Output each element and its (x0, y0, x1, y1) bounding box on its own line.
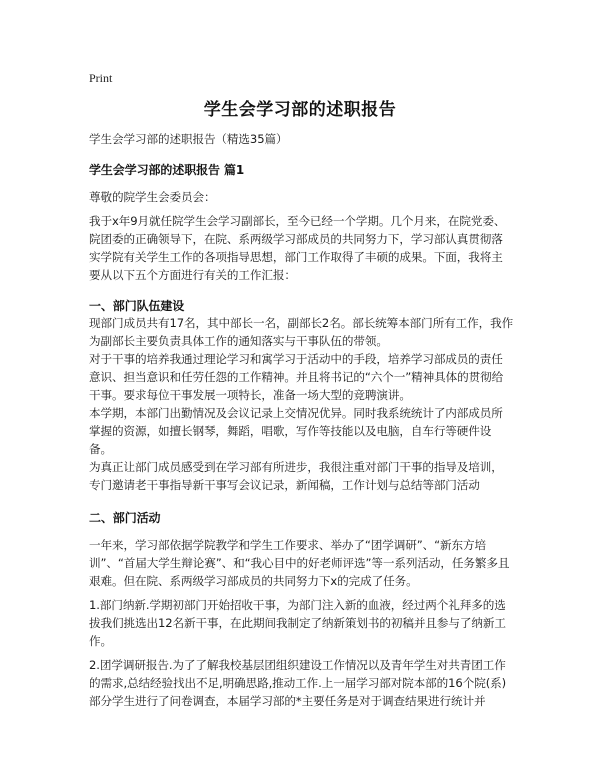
paragraph-guidance: 为真正让部门成员感受到在学习部有所进步，我很注重对部门干事的指导及培训，专门邀请老干事指导新干事写会议记录，新闻稿，工作计划与总结等部门活动 (89, 460, 503, 492)
heading-team-building: 一、部门队伍建设 (89, 299, 185, 313)
greeting: 尊敬的院学生会委员会： (89, 190, 216, 204)
paragraph-staff-training: 对于干事的培养我通过理论学习和寓学习于活动中的手段，培养学习部成员的责任意识、担当意识和任劳任怨的工作精神。并且将书记的“六个一”精神具体的贯彻给干事。要求每位干事发展一项特长，准备一场大型的竞聘演讲。 (89, 352, 504, 402)
paragraph-attendance: 本学期，本部门出勤情况及会议记录上交情况优异。同时我系统统计了内部成员所掌握的资源，如擅长钢琴，舞蹈，唱歌，写作等技能以及电脑，自车行等硬件设备。 (89, 406, 503, 456)
heading-activities: 二、部门活动 (89, 511, 161, 525)
paragraph-activities-overview: 一年来，学习部依据学院教学和学生工作要求、举办了“团学调研”、“新东方培训”、“首届大学生辩论赛”、和“我心目中的好老师评选”等一系列活动，任务繁多且艰难。但在院、系两级学习部成员的共同努力下x的完成了任务。 (89, 538, 510, 588)
document-subtitle: 学生会学习部的述职报告（精选35篇） (89, 132, 288, 146)
paragraph-survey-report: 2.团学调研报告.为了了解我校基层团组织建设工作情况以及青年学生对共青团工作的需求,总结经验找出不足,明确思路,推动工作.上一届学习部对院本部的16个院(系)部分学生进行了问卷调查，本届学习部的*主要任务是对于调查结果进行统计并 (89, 658, 507, 708)
intro-paragraph: 我于x年9月就任院学生会学习副部长，至今已经一个学期。几个月来，在院党委、院团委的正确领导下，在院、系两级学习部成员的共同努力下，学习部认真贯彻落实学院有关学生工作的各项指导思想，部门工作取得了丰硕的成果。下面，我将主要从以下五个方面进行有关的工作汇报： (89, 214, 506, 282)
print-label[interactable]: Print (89, 71, 113, 85)
section-heading: 学生会学习部的述职报告 篇1 (89, 163, 245, 177)
paragraph-recruitment: 1.部门纳新.学期初部门开始招收干事，为部门注入新的血液，经过两个礼拜多的选拔我们挑选出12名新干事，在此期间我制定了纳新策划书的初稿并且参与了纳新工作。 (89, 598, 506, 648)
paragraph-team-members: 现部门成员共有17名，其中部长一名，副部长2名。部长统筹本部门所有工作，我作为副部长主要负责具体工作的通知落实与干事队伍的带领。 (89, 316, 514, 348)
document-title: 学生会学习部的述职报告 (203, 100, 397, 120)
